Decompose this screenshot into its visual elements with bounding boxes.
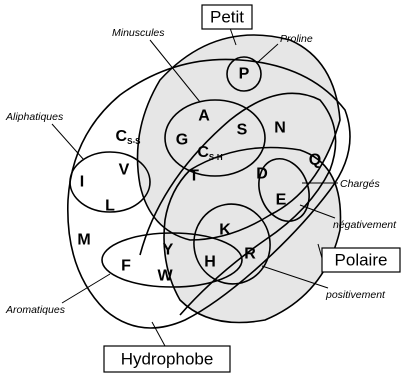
aa-e: E xyxy=(275,191,287,209)
leader-hydrophobe xyxy=(152,322,165,346)
aa-t: T xyxy=(189,167,199,185)
aa-c-sh-sub: S-H xyxy=(208,152,223,162)
aa-r: R xyxy=(244,245,256,263)
aa-a: A xyxy=(198,107,210,125)
aa-l: L xyxy=(105,197,115,215)
label-proline: Proline xyxy=(280,33,313,45)
label-hydrophobe: Hydrophobe xyxy=(120,349,214,369)
aa-c-ss: $C_{S-S}$ xyxy=(115,127,141,146)
aa-p: P xyxy=(238,65,250,83)
label-positivement: positivement xyxy=(326,289,385,301)
aa-q: Q xyxy=(308,151,322,169)
leader-aliphatiques xyxy=(52,124,84,160)
aa-c-sh: $C_{S-H}$ xyxy=(197,143,223,162)
label-aliphatiques: Aliphatiques xyxy=(6,111,64,123)
label-charges: Chargés xyxy=(340,178,380,190)
label-polaire: Polaire xyxy=(334,250,388,270)
aa-g: G xyxy=(175,131,189,149)
label-negativement: négativement xyxy=(333,219,397,231)
aa-s: S xyxy=(236,121,248,139)
label-petit: Petit xyxy=(209,7,245,27)
aa-k: K xyxy=(219,221,231,239)
aa-y: Y xyxy=(162,241,174,259)
aa-d: D xyxy=(256,165,268,183)
aa-w: W xyxy=(157,267,173,285)
label-minuscules: Minuscules xyxy=(112,27,165,39)
aa-h: H xyxy=(204,253,216,271)
aa-m: M xyxy=(77,231,91,249)
aa-f: F xyxy=(121,257,131,275)
leader-aromatiques xyxy=(62,274,110,303)
aa-v: V xyxy=(118,161,130,179)
aa-n: N xyxy=(274,119,286,137)
aa-c-ss-sub: S-S xyxy=(127,136,141,146)
label-aromatiques: Aromatiques xyxy=(6,304,65,316)
aa-i: I xyxy=(79,173,85,191)
